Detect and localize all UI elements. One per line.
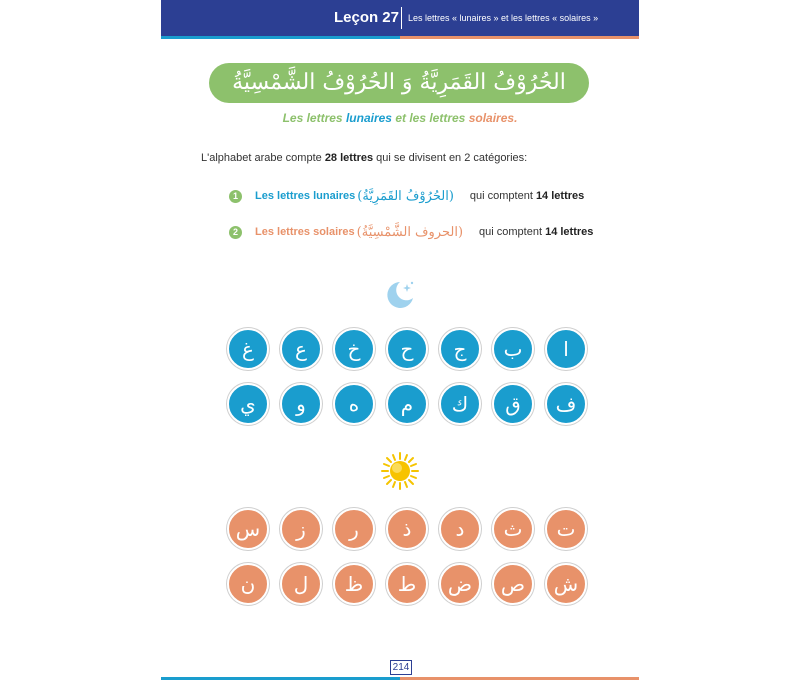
lunar-letter: ع [280, 328, 322, 370]
lunar-row-1 [211, 328, 587, 372]
solar-row-1 [211, 508, 587, 552]
lunar-letter: ح [386, 328, 428, 370]
solar-row-2 [211, 563, 587, 607]
category-solar [229, 222, 593, 242]
category-label: Les lettres solaires [255, 226, 355, 238]
solar-letter: ر [333, 508, 375, 550]
french-subtitle: Les lettres lunaires et les lettres solaires. [282, 111, 518, 125]
lunar-letter: ج [439, 328, 481, 370]
lunar-letter: ك [439, 383, 481, 425]
solar-letter: ظ [333, 563, 375, 605]
page-number: 214 [390, 660, 412, 675]
solar-letter: ض [439, 563, 481, 605]
solar-letter: د [439, 508, 481, 550]
lunar-letter: ب [492, 328, 534, 370]
category-arabic: (الحُرُوْفُ القَمَرِيَّةُ) [357, 188, 454, 204]
solar-letter: ط [386, 563, 428, 605]
number-badge: 1 [229, 190, 242, 203]
lunar-letter: خ [333, 328, 375, 370]
solar-letter: ت [545, 508, 587, 550]
category-lunar [229, 186, 584, 206]
solar-letter: ش [545, 563, 587, 605]
lunar-letter: غ [227, 328, 269, 370]
lesson-page [161, 0, 639, 683]
arabic-title: الحُرُوْفُ القَمَرِيَّةُ وَ الحُرُوْفُ الشَّمْسِيَّةُ [209, 63, 589, 103]
lunar-letter: ه [333, 383, 375, 425]
footer-stripe-orange [400, 677, 639, 680]
lesson-header [161, 0, 639, 36]
footer-stripe-blue [161, 677, 400, 680]
header-stripe-blue [161, 36, 400, 39]
category-count: qui comptent 14 lettres [469, 190, 585, 202]
lunar-letter: ق [492, 383, 534, 425]
intro-text: L'alphabet arabe compte 28 lettres qui se divisent en 2 catégories: [201, 152, 528, 164]
solar-letter: ن [227, 563, 269, 605]
lesson-subtitle: Les lettres « lunaires » et les lettres « solaires » [408, 13, 599, 23]
solar-letter: ص [492, 563, 534, 605]
category-count: qui comptent 14 lettres [479, 226, 594, 238]
lunar-letter: و [280, 383, 322, 425]
lunar-letter: ي [227, 383, 269, 425]
sun-icon [380, 451, 420, 491]
lunar-letter: م [386, 383, 428, 425]
solar-letter: ز [280, 508, 322, 550]
category-arabic: (الحروف الشَّمْسِيَّةُ) [356, 224, 464, 240]
solar-letter: ث [492, 508, 534, 550]
number-badge: 2 [229, 226, 242, 239]
lesson-number: Leçon 27 [333, 9, 399, 26]
lunar-letter: ا [545, 328, 587, 370]
header-divider [401, 7, 402, 29]
solar-letter: ذ [386, 508, 428, 550]
header-stripe-orange [400, 36, 639, 39]
solar-letter: ل [280, 563, 322, 605]
solar-letter: س [227, 508, 269, 550]
lunar-row-2 [211, 383, 587, 427]
category-label: Les lettres lunaires [255, 190, 356, 202]
crescent-moon-icon [383, 278, 417, 312]
lunar-letter: ف [545, 383, 587, 425]
